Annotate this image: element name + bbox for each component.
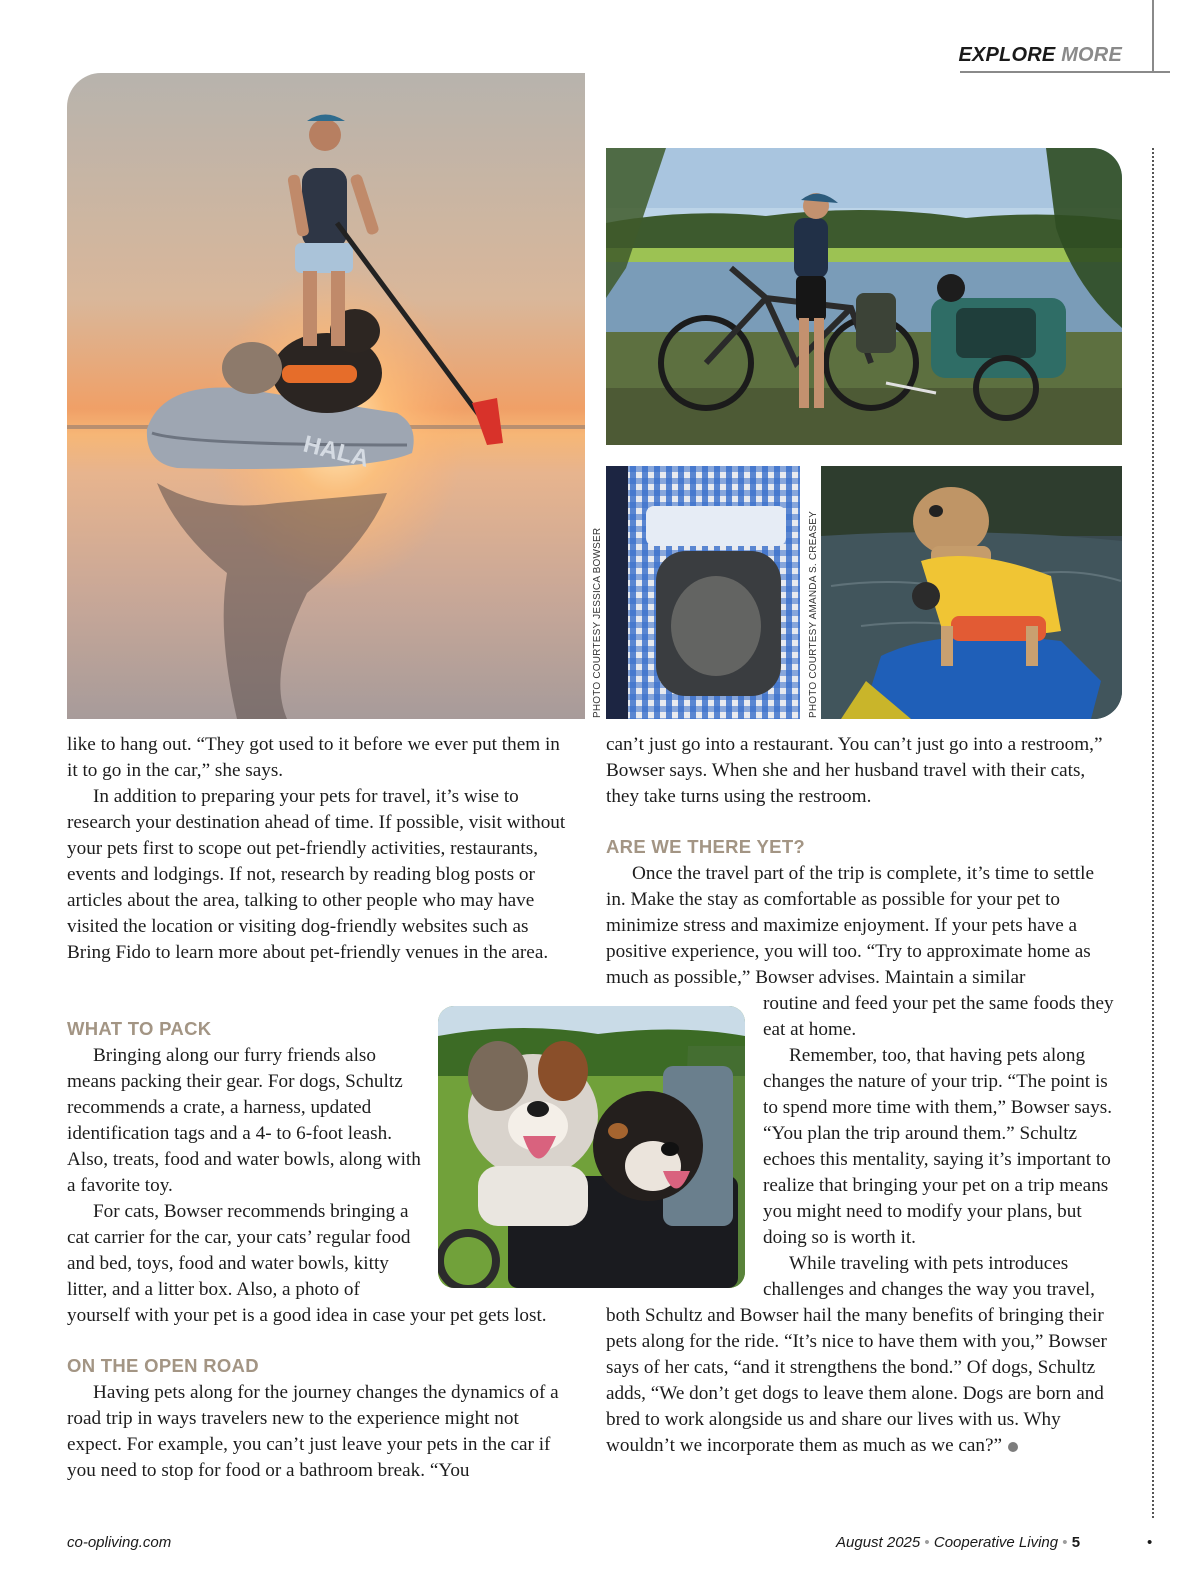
section-label-word1: EXPLORE <box>958 44 1056 66</box>
footer-date: August 2025 <box>836 1534 921 1551</box>
footer-magazine-name: Cooperative Living <box>933 1534 1059 1551</box>
header-vertical-rule <box>1152 0 1154 73</box>
column-2-intro <box>606 732 1116 810</box>
footer-bullet: • <box>1062 1534 1068 1551</box>
column-1-road-text <box>67 1380 572 1484</box>
section-label-word2: MORE <box>1061 44 1122 66</box>
paragraph: Once the travel part of the trip is complete, it’s time to settle in. Make the stay as comfortable as possible for your pet to minimize stress and maximize enjoyment. If your pets have a positive experience, you will too. “Try to approximate home as much as possible,” Bowser advises. Maintain a similar <box>606 863 1094 988</box>
paragraph: While traveling with pets introduces challenges and changes the way you travel, <box>763 1253 1095 1300</box>
column-1-pack-text <box>67 1043 572 1329</box>
footer-website: co-opliving.com <box>67 1534 172 1551</box>
photo-credit-jessica-bowser: PHOTO COURTESY JESSICA BOWSER <box>592 527 603 718</box>
closing-paragraph-text: both Schultz and Bowser hail the many benefits of bringing their pets along for the ride. “It’s nice to have them with you,” Bowser says of her cats, “and it strengthens the bond.” Of dogs, Schultz adds, “We don’t get dogs to leave them alone. Dogs are born and bred to work alongside us and share our lives with us. Why wouldn’t we incorporate them as much as we can?” <box>606 1305 1107 1456</box>
paragraph: For cats, Bowser recommends bringing a cat carrier for the car, your cats’ regular food and bed, toys, food and water bowls, kitty litter, and a litter box. Also, a photo of yourself with your pet is a good idea in case your pet gets lost. <box>67 1201 547 1326</box>
photo-paddleboard-sunset <box>67 73 585 719</box>
end-of-story-dot <box>1008 1442 1018 1452</box>
footer-bullet: • <box>924 1534 930 1551</box>
column-2-there-text <box>606 861 1118 991</box>
heading-what-to-pack: WHAT TO PACK <box>67 1018 212 1039</box>
paragraph: routine and feed your pet the same foods they eat at home. <box>763 993 1114 1040</box>
heading-on-the-open-road: ON THE OPEN ROAD <box>67 1355 259 1376</box>
paragraph: Bringing along our furry friends also means packing their gear. For dogs, Schultz recommends a crate, a harness, updated identification tags and a 4- to 6-foot leash. Also, treats, food and water bowls, along with a favorite toy. <box>67 1045 421 1196</box>
footer-edge-dot: • <box>1147 1534 1153 1551</box>
column-2-wrapped-text <box>763 991 1118 1303</box>
photo-dog-life-vest <box>821 466 1122 719</box>
paragraph: can’t just go into a restaurant. You can’t just go into a restroom,” Bowser says. When she and her husband travel with their cats, they take turns using the restroom. <box>606 734 1103 807</box>
header-rule <box>960 71 1170 73</box>
paddleboard-brand-text: HALA <box>300 430 372 473</box>
column-1-intro <box>67 732 572 966</box>
footer-issue-info <box>836 1534 1080 1551</box>
paragraph: Having pets along for the journey changes the dynamics of a road trip in ways travelers new to the experience might not expect. For example, you can’t just leave your pets in the car if you need to stop for food or a bathroom break. “You <box>67 1382 559 1481</box>
paragraph: like to hang out. “They got used to it before we ever put them in it to go in the car,” she says. <box>67 734 560 781</box>
heading-are-we-there-yet: ARE WE THERE YET? <box>606 836 806 857</box>
paragraph: In addition to preparing your pets for travel, it’s wise to research your destination ahead of time. If possible, visit without your pets first to scope out pet-friendly activities, restaurants, events and lodgings. If not, research by reading blog posts or articles about the area, talking to other people who may have visited the location or visiting dog-friendly websites such as Bring Fido to learn more about pet-friendly venues in the area. <box>67 786 566 963</box>
photo-bike-dog-trailer <box>606 148 1122 445</box>
page-edge-dotted-rule <box>1152 148 1154 1518</box>
paragraph <box>606 1303 1118 1459</box>
column-2-closing-text <box>606 1303 1118 1459</box>
photo-credit-amanda-creasey: PHOTO COURTESY AMANDA S. CREASEY <box>808 510 819 718</box>
footer-page-number: 5 <box>1071 1534 1081 1551</box>
paragraph: Remember, too, that having pets along changes the nature of your trip. “The point is to spend more time with them,” Bowser says. “You plan the trip around them.” Schultz echoes this mentality, saying it’s important to realize that bringing your pet on a trip means you might need to modify your plans, but doing so is worth it. <box>763 1045 1113 1248</box>
photo-cat-carrier <box>606 466 800 719</box>
section-label <box>940 44 1122 67</box>
photo-wrap-spacer <box>422 1043 572 1291</box>
